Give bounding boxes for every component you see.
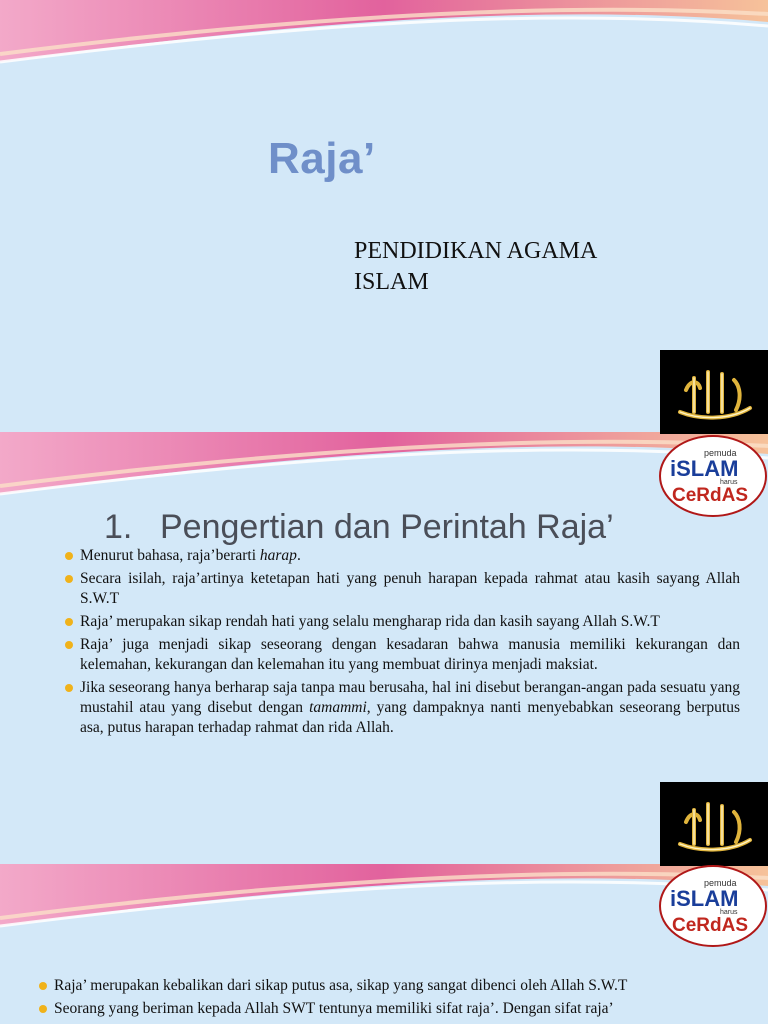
allah-calligraphy-icon bbox=[660, 350, 768, 434]
bullet-item: Raja’ merupakan kebalikan dari sikap putus asa, sikap yang sangat dibenci oleh Allah S.W.T bbox=[38, 976, 714, 996]
svg-text:pemuda: pemuda bbox=[704, 448, 737, 458]
bullet-item: Raja’ juga menjadi sikap seseorang dengan kesadaran bahwa manusia memiliki kekurangan dan kelemahan, kekurangan dan kelemahan itu yang membuat dirinya menjadi maksiat. bbox=[64, 635, 740, 675]
bullet-item: Secara isilah, raja’artinya ketetapan hati yang penuh harapan kepada rahmat atau kasih sayang Allah S.W.T bbox=[64, 569, 740, 609]
islam-cerdas-logo-icon bbox=[658, 864, 768, 948]
bullet-list bbox=[38, 976, 714, 1022]
decorative-wave bbox=[0, 864, 768, 934]
slide-title bbox=[0, 0, 768, 432]
allah-calligraphy-icon bbox=[660, 782, 768, 866]
decorative-wave bbox=[0, 0, 768, 70]
svg-text:iSLAM: iSLAM bbox=[670, 456, 739, 481]
bullet-item: Menurut bahasa, raja’berarti harap. bbox=[64, 546, 740, 566]
slide-continuation bbox=[0, 864, 768, 1024]
bullet-list bbox=[64, 546, 740, 741]
islam-cerdas-logo-icon bbox=[658, 434, 768, 518]
slide-title-text: Raja’ bbox=[268, 134, 376, 183]
heading-text: Pengertian dan Perintah Raja’ bbox=[160, 508, 614, 546]
slide-definition bbox=[0, 432, 768, 864]
svg-text:harus: harus bbox=[720, 479, 738, 486]
slide-subtitle: PENDIDIKAN AGAMA ISLAM bbox=[354, 238, 597, 295]
decorative-wave bbox=[0, 432, 768, 502]
svg-text:CeRdAS: CeRdAS bbox=[672, 485, 749, 506]
bullet-item: Raja’ merupakan sikap rendah hati yang selalu mengharap rida dan kasih sayang Allah S.W.T bbox=[64, 612, 740, 632]
heading-number: 1. bbox=[104, 508, 133, 546]
bullet-item: Jika seseorang hanya berharap saja tanpa mau berusaha, hal ini disebut berangan-angan pada sesuatu yang mustahil atau yang disebut dengan tamammi, yang dampaknya nanti menyebabkan seseorang berputus asa, putus harapan terhadap rahmat dan rida Allah. bbox=[64, 678, 740, 738]
svg-text:CeRdAS: CeRdAS bbox=[672, 915, 749, 936]
section-heading bbox=[104, 508, 614, 547]
bullet-item: Seorang yang beriman kepada Allah SWT tentunya memiliki sifat raja’. Dengan sifat raja’ bbox=[38, 999, 714, 1019]
svg-text:pemuda: pemuda bbox=[704, 878, 737, 888]
svg-text:iSLAM: iSLAM bbox=[670, 886, 739, 911]
svg-text:harus: harus bbox=[720, 909, 738, 916]
